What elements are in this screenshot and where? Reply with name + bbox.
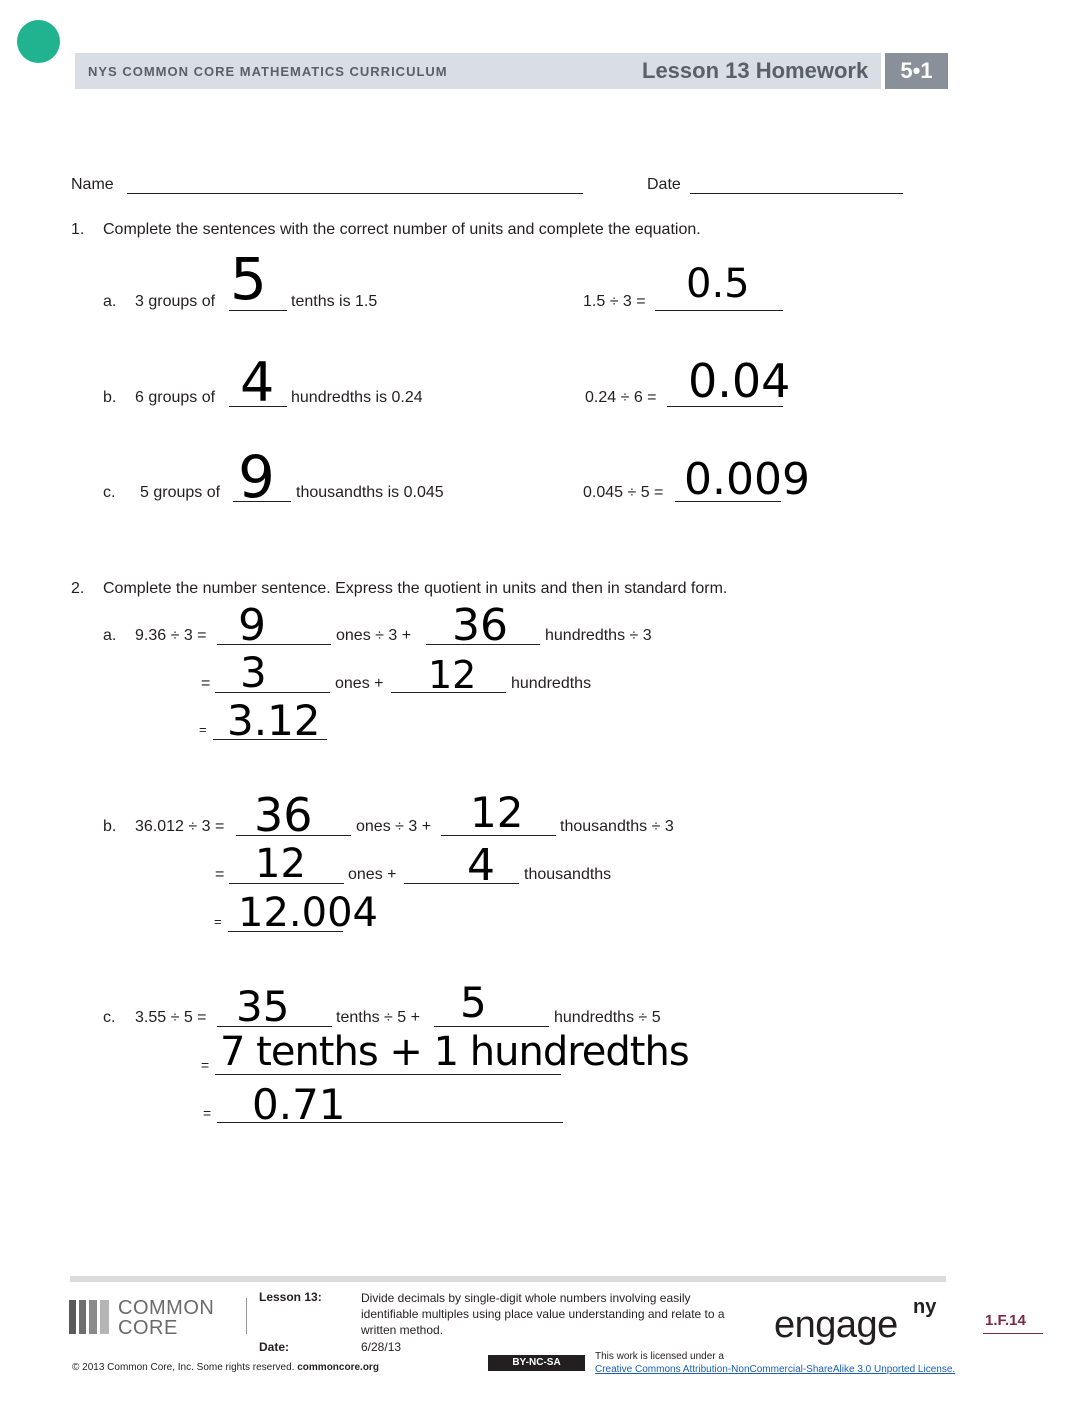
q2b-mid-2: ones + [348,866,397,883]
q2b-answer-2: 12 [470,788,524,837]
logo-bar-4 [100,1300,109,1334]
q1b-eq-answer: 0.04 [688,354,791,408]
q2b-mid-1: ones ÷ 3 + [356,818,432,835]
q1b-label: b. [103,389,117,406]
logo-bar-1 [69,1300,76,1334]
common-core-logo [118,1298,214,1338]
date-field[interactable] [690,193,903,194]
q2c-eq-2: = [201,1057,210,1073]
q2b-eq-2: = [215,866,225,883]
q2a-mid-1: ones ÷ 3 + [336,627,412,644]
q2b-answer-3: 12 [255,841,306,887]
q1a-equation: 1.5 ÷ 3 = [583,293,646,310]
q1a-pre: 3 groups of [135,293,216,310]
q2b-answer-5: 12.004 [238,890,378,936]
curriculum-title: NYS COMMON CORE MATHEMATICS CURRICULUM [88,64,448,79]
q1b-answer: 4 [240,351,275,414]
q2a-answer-5: 3.12 [227,696,321,745]
q2a-eq-3: = [199,722,207,737]
q2a-expr: 9.36 ÷ 3 = [135,627,207,644]
q2b-expr: 36.012 ÷ 3 = [135,818,225,835]
q2a-end-1: hundredths ÷ 3 [545,627,652,644]
q2c-answer-4: 0.71 [252,1080,346,1129]
copyright-site: commoncore.org [297,1362,379,1373]
q1b-pre: 6 groups of [135,389,216,406]
q2b-blank-4[interactable] [404,883,519,884]
q2c-expr: 3.55 ÷ 5 = [135,1009,207,1026]
logo-text-1: COMMON [118,1297,215,1319]
q2a-eq-2: = [201,675,211,692]
q1a-eq-answer: 0.5 [686,261,750,307]
q2a-answer-3: 3 [240,648,267,697]
q1c-equation: 0.045 ÷ 5 = [583,484,664,501]
logo-bar-2 [79,1300,86,1334]
q2c-end-1: hundredths ÷ 5 [554,1009,661,1026]
q2a-label: a. [103,627,117,644]
page-number: 1.F.14 [985,1312,1026,1329]
footer-license-text: This work is licensed under a [595,1351,724,1362]
footer-lesson-label: Lesson 13: [259,1290,322,1304]
logo-bar-3 [89,1300,97,1334]
engageny-logo: engage [774,1304,898,1346]
q2a-mid-2: ones + [335,675,384,692]
q2a-answer-4: 12 [428,653,477,697]
q2b-end-1: thousandths ÷ 3 [560,818,674,835]
q1-prompt: Complete the sentences with the correct number of units and complete the equation. [103,221,701,238]
q2a-answer-2: 36 [452,600,508,651]
page-number-underline [983,1333,1043,1334]
q2b-answer-4: 4 [467,840,495,891]
date-label: Date [647,176,681,193]
name-label: Name [71,176,114,193]
footer-divider [70,1276,946,1282]
q1c-post: thousandths is 0.045 [296,484,444,501]
grade-module-badge: 5•1 [885,53,948,89]
q1a-answer: 5 [230,245,267,313]
q1c-pre: 5 groups of [140,484,221,501]
lesson-title: Lesson 13 Homework [642,58,869,83]
q1-number: 1. [71,221,85,238]
q2c-eq-3: = [203,1105,212,1121]
q2a-blank-3[interactable] [215,692,330,693]
q2b-label: b. [103,818,117,835]
q1c-answer: 9 [238,443,275,511]
q2c-label: c. [103,1009,116,1026]
logo-divider [246,1298,247,1334]
q2b-end-2: thousandths [524,866,612,883]
q2a-end-2: hundredths [511,675,592,692]
q1b-post: hundredths is 0.24 [291,389,423,406]
engageny-logo-sup: ny [913,1296,937,1318]
cc-license-badge[interactable]: BY-NC-SA [488,1355,585,1371]
footer-lesson-desc: Divide decimals by single-digit whole numbers involving easily identifiable multiples using place value understanding and relate to a written method. [361,1291,725,1337]
footer-copyright [72,1362,379,1373]
q1c-eq-answer: 0.009 [684,454,810,505]
q2b-eq-3: = [214,914,222,929]
footer-date-value: 6/28/13 [361,1340,402,1354]
q2c-answer-1: 35 [236,982,290,1031]
q1a-post: tenths is 1.5 [291,293,378,310]
q2c-answer-3: 7 tenths + 1 hundredths [220,1029,689,1075]
logo-text-2: CORE [118,1317,178,1339]
q2a-blank-1[interactable] [217,644,331,645]
q2b-answer-1: 36 [254,788,313,842]
q2c-mid-1: tenths ÷ 5 + [336,1009,420,1026]
q1a-label: a. [103,293,117,310]
q1c-label: c. [103,484,116,501]
name-field[interactable] [127,193,583,194]
footer-date-label: Date: [259,1340,290,1354]
q1b-equation: 0.24 ÷ 6 = [585,389,657,406]
q2c-blank-2[interactable] [434,1026,549,1027]
green-dot-icon [17,20,60,63]
copyright-text: © 2013 Common Core, Inc. Some rights reserved. [72,1362,295,1373]
q2-number: 2. [71,580,85,597]
footer-license-link[interactable]: Creative Commons Attribution-NonCommercial-ShareAlike 3.0 Unported License. [595,1364,956,1375]
q2c-answer-2: 5 [460,978,487,1027]
q1a-eq-blank[interactable] [655,310,783,311]
q2-prompt: Complete the number sentence. Express the quotient in units and then in standard form. [103,580,728,597]
q2a-answer-1: 9 [238,600,266,651]
